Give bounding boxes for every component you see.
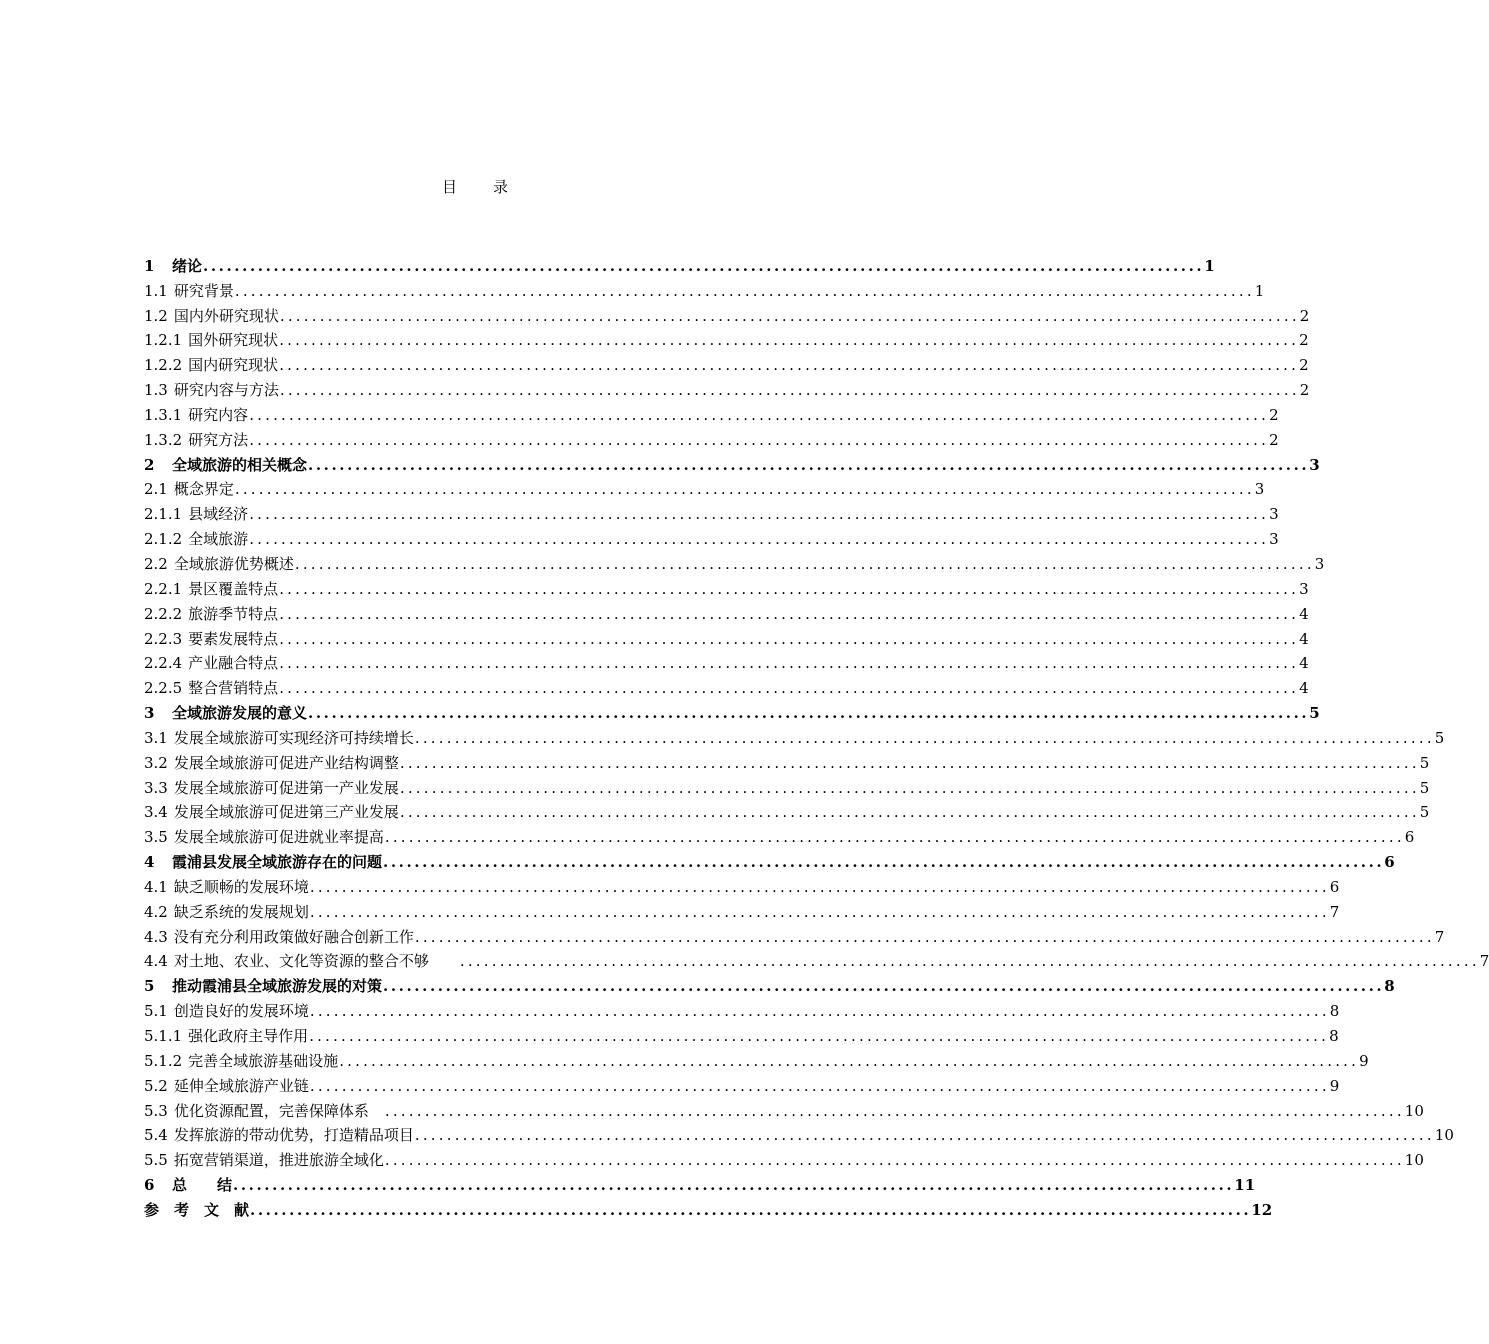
toc-dot-leader: ................................................................................................................................ — [383, 977, 1385, 996]
toc-entry-number: 6 — [144, 1176, 155, 1195]
toc-entry-page: 3 — [1254, 480, 1265, 499]
toc-entry-number: 3.5 — [144, 828, 168, 847]
toc-entry-title: 国外研究现状 — [188, 331, 279, 350]
toc-entry[interactable] — [144, 1146, 1424, 1171]
toc-entry-number: 3.4 — [144, 803, 168, 822]
toc-entry-title: 完善全域旅游基础设施 — [188, 1051, 339, 1070]
toc-entry[interactable] — [144, 550, 1325, 575]
toc-entry-title: 研究背景 — [173, 281, 234, 300]
toc-entry-page: 2 — [1299, 356, 1309, 375]
toc-entry[interactable] — [144, 1072, 1340, 1097]
toc-entry-number: 2.2.4 — [144, 654, 183, 673]
toc-entry-number: 5.2 — [144, 1076, 168, 1095]
toc-entry-number: 5 — [144, 977, 155, 996]
toc-entry[interactable] — [144, 774, 1430, 799]
toc-dot-leader: ................................................................................................................................ — [234, 480, 1255, 499]
toc-entry-title: 发展全域旅游可促进产业结构调整 — [173, 753, 399, 772]
toc-entry-page: 10 — [1404, 1151, 1424, 1170]
toc-entry-page: 10 — [1434, 1126, 1454, 1145]
toc-dot-leader: ................................................................................................................................ — [279, 654, 1300, 673]
toc-entry-number: 3.2 — [144, 753, 168, 772]
toc-entry[interactable] — [144, 525, 1279, 550]
toc-entry-page: 8 — [1329, 1002, 1340, 1021]
toc-entry[interactable] — [144, 749, 1430, 774]
toc-entry-page: 2 — [1299, 331, 1309, 350]
toc-entry-page: 9 — [1359, 1051, 1369, 1070]
toc-entry-page: 11 — [1234, 1176, 1256, 1195]
toc-entry[interactable] — [144, 724, 1445, 749]
toc-dot-leader: ................................................................................................................................ — [294, 554, 1315, 573]
toc-entry-page: 7 — [1479, 952, 1489, 971]
toc-entry-number: 5.1.2 — [144, 1051, 183, 1070]
toc-dot-leader: ................................................................................................................................ — [279, 579, 1300, 598]
toc-entry-title: 整合营销特点 — [188, 679, 279, 698]
toc-entry-page: 8 — [1384, 977, 1395, 996]
toc-dot-leader: ................................................................................................................................ — [384, 828, 1405, 847]
toc-dot-leader: ................................................................................................................................ — [279, 629, 1300, 648]
toc-entry-number: 1.3 — [144, 381, 168, 400]
toc-entry-page: 3 — [1299, 579, 1309, 598]
toc-dot-leader: ................................................................................................................................ — [279, 356, 1300, 375]
toc-entry-title: 发挥旅游的带动优势，打造精品项目 — [173, 1126, 414, 1145]
toc-entry[interactable] — [144, 923, 1445, 948]
toc-entry-title: 发展全域旅游可促进第三产业发展 — [173, 803, 399, 822]
toc-entry-page: 6 — [1384, 853, 1395, 872]
toc-entry-page: 3 — [1309, 455, 1320, 474]
toc-dot-leader: ................................................................................................................................ — [203, 256, 1205, 275]
toc-entry-number: 5.1 — [144, 1002, 168, 1021]
toc-entry-page: 4 — [1299, 679, 1309, 698]
toc-entry[interactable] — [144, 600, 1309, 625]
toc-dot-leader: ................................................................................................................................ — [249, 430, 1270, 449]
toc-entry-number: 1.2.2 — [144, 356, 183, 375]
toc-entry-title: 缺乏系统的发展规划 — [173, 902, 309, 921]
toc-entry-page: 2 — [1269, 405, 1279, 424]
toc-entry-number: 5.5 — [144, 1151, 168, 1170]
toc-entry-page: 4 — [1299, 604, 1309, 623]
toc-entry-title: 景区覆盖特点 — [188, 579, 279, 598]
toc-entry-title: 创造良好的发展环境 — [173, 1002, 309, 1021]
toc-entry-number: 2.2.3 — [144, 629, 183, 648]
toc-entry-title: 强化政府主导作用 — [188, 1027, 309, 1045]
toc-entry-title: 发展全域旅游可促进就业率提高 — [173, 828, 384, 847]
toc-entry[interactable] — [144, 823, 1415, 848]
toc-entry-page: 5 — [1434, 728, 1445, 747]
toc-entry-title: 对土地、农业、文化等资源的整合不够 — [173, 952, 459, 971]
toc-entry-page: 1 — [1254, 281, 1265, 300]
toc-entry-page: 9 — [1329, 1076, 1340, 1095]
toc-entry[interactable] — [144, 575, 1309, 600]
toc-dot-leader: ................................................................................................................................ — [308, 455, 1310, 474]
toc-entry-title: 旅游季节特点 — [188, 604, 279, 623]
toc-entry-title: 国内研究现状 — [188, 356, 279, 375]
page-title — [0, 176, 950, 197]
toc-entry-page: 12 — [1251, 1200, 1273, 1219]
toc-dot-leader: ................................................................................................................................ — [414, 1126, 1435, 1145]
toc-dot-leader: ................................................................................................................................ — [414, 728, 1435, 747]
toc-entry-title: 全域旅游发展的意义 — [172, 704, 308, 723]
toc-entry-number: 2.2 — [144, 554, 168, 573]
toc-dot-leader: ................................................................................................................................ — [249, 405, 1270, 424]
toc-entry-page: 2 — [1299, 306, 1310, 325]
toc-entry[interactable] — [144, 302, 1310, 327]
toc-entry-page: 5 — [1419, 778, 1430, 797]
toc-entry-page: 2 — [1299, 381, 1310, 400]
toc-entry[interactable] — [144, 948, 1489, 973]
toc-entry[interactable] — [144, 997, 1340, 1022]
toc-dot-leader: ................................................................................................................................ — [279, 604, 1300, 623]
toc-entry[interactable] — [144, 426, 1279, 451]
toc-dot-leader: ................................................................................................................................ — [383, 853, 1385, 872]
toc-entry-page: 10 — [1404, 1101, 1424, 1120]
toc-entry[interactable] — [144, 848, 1395, 873]
toc-entry-number: 3.3 — [144, 778, 168, 797]
toc-entry-page: 5 — [1309, 704, 1320, 723]
toc-entry-title: 全域旅游优势概述 — [173, 554, 294, 573]
toc-entry[interactable] — [144, 451, 1320, 476]
toc-entry-title: 产业融合特点 — [188, 654, 279, 673]
toc-entry[interactable] — [144, 1022, 1339, 1047]
toc-entry-title: 研究内容 — [188, 405, 249, 424]
toc-entry-title: 概念界定 — [173, 480, 234, 499]
toc-entry[interactable] — [144, 500, 1279, 525]
toc-entry[interactable] — [144, 799, 1430, 824]
toc-entry[interactable] — [144, 972, 1395, 997]
toc-entry-number: 2.2.5 — [144, 679, 183, 698]
toc-entry-number: 1.2.1 — [144, 331, 183, 350]
toc-entry-page: 3 — [1269, 505, 1279, 524]
toc-entry[interactable] — [144, 401, 1279, 426]
toc-entry-page: 6 — [1404, 828, 1415, 847]
table-of-contents — [144, 252, 1489, 1221]
toc-entry-title: 没有充分利用政策做好融合创新工作 — [173, 927, 414, 946]
toc-entry-page: 7 — [1329, 902, 1340, 921]
toc-entry-number: 2.2.1 — [144, 579, 183, 598]
toc-dot-leader: ................................................................................................................................ — [339, 1051, 1360, 1070]
toc-entry-page: 6 — [1329, 877, 1340, 896]
toc-entry-page: 1 — [1204, 256, 1215, 275]
toc-dot-leader: ................................................................................................................................ — [279, 679, 1300, 698]
toc-entry-number: 2 — [144, 455, 155, 474]
toc-dot-leader: ................................................................................................................................ — [414, 927, 1435, 946]
toc-dot-leader: ................................................................................................................................ — [309, 1027, 1330, 1045]
toc-entry-title: 研究内容与方法 — [173, 381, 279, 400]
toc-entry[interactable] — [144, 1047, 1369, 1072]
toc-entry-number: 1 — [144, 256, 155, 275]
toc-entry-number: 1.1 — [144, 281, 168, 300]
toc-entry-number: 4.4 — [144, 952, 168, 971]
toc-entry-title: 国内外研究现状 — [173, 306, 279, 325]
toc-entry[interactable] — [144, 674, 1309, 699]
toc-entry[interactable] — [144, 1097, 1424, 1122]
toc-entry-title: 全域旅游 — [188, 530, 249, 549]
toc-entry[interactable] — [144, 898, 1340, 923]
toc-dot-leader: ................................................................................................................................ — [309, 902, 1330, 921]
toc-entry-title: 发展全域旅游可实现经济可持续增长 — [173, 728, 414, 747]
toc-entry-page: 5 — [1419, 803, 1430, 822]
toc-entry[interactable] — [144, 327, 1309, 352]
toc-entry-title: 绪论 — [172, 256, 203, 275]
toc-entry-page: 2 — [1269, 430, 1279, 449]
page-title-right: 录 — [493, 178, 509, 196]
toc-dot-leader: ................................................................................................................................ — [279, 381, 1300, 400]
toc-dot-leader: ................................................................................................................................ — [308, 704, 1310, 723]
toc-entry[interactable] — [144, 650, 1309, 675]
toc-entry-number: 2.1.2 — [144, 530, 183, 549]
toc-dot-leader: ................................................................................................................................ — [459, 952, 1480, 971]
toc-dot-leader: ................................................................................................................................ — [309, 1076, 1330, 1095]
toc-entry-number: 4.1 — [144, 877, 168, 896]
toc-entry-title: 研究方法 — [188, 430, 249, 449]
toc-entry-number: 2.2.2 — [144, 604, 183, 623]
toc-entry-number: 1.3.2 — [144, 430, 183, 449]
toc-entry[interactable] — [144, 277, 1265, 302]
toc-entry-page: 4 — [1299, 654, 1309, 673]
page-title-left: 目 — [441, 178, 457, 196]
toc-entry-title: 参 考 文 献 — [144, 1200, 250, 1219]
toc-entry[interactable] — [144, 1122, 1454, 1147]
toc-entry[interactable] — [144, 699, 1320, 724]
toc-entry-number: 3 — [144, 704, 155, 723]
toc-entry-title: 推动霞浦县全域旅游发展的对策 — [172, 977, 383, 996]
toc-entry-number: 5.1.1 — [144, 1027, 183, 1045]
toc-entry[interactable] — [144, 376, 1310, 401]
toc-entry[interactable] — [144, 252, 1215, 277]
toc-entry-title: 全域旅游的相关概念 — [172, 455, 308, 474]
toc-entry[interactable] — [144, 1196, 1273, 1221]
toc-entry-page: 3 — [1314, 554, 1325, 573]
toc-dot-leader: ................................................................................................................................ — [309, 877, 1330, 896]
toc-dot-leader: ................................................................................................................................ — [399, 753, 1420, 772]
toc-entry-page: 8 — [1329, 1027, 1339, 1045]
toc-entry[interactable] — [144, 476, 1265, 501]
toc-entry-title: 要素发展特点 — [188, 629, 279, 648]
toc-dot-leader: ................................................................................................................................ — [279, 331, 1300, 350]
toc-dot-leader: ................................................................................................................................ — [399, 778, 1420, 797]
toc-entry-number: 4 — [144, 853, 155, 872]
toc-entry-number: 5.3 — [144, 1101, 168, 1120]
toc-entry-title: 延伸全域旅游产业链 — [173, 1076, 309, 1095]
toc-entry-title: 缺乏顺畅的发展环境 — [173, 877, 309, 896]
toc-dot-leader: ................................................................................................................................ — [279, 306, 1300, 325]
toc-entry-title: 总 结 — [172, 1176, 233, 1195]
toc-dot-leader: ................................................................................................................................ — [249, 530, 1270, 549]
toc-entry-number: 1.2 — [144, 306, 168, 325]
toc-entry-number: 5.4 — [144, 1126, 168, 1145]
toc-dot-leader: ................................................................................................................................ — [249, 505, 1270, 524]
toc-dot-leader: ................................................................................................................................ — [399, 803, 1420, 822]
toc-entry-title: 拓宽营销渠道，推进旅游全域化 — [173, 1151, 384, 1170]
toc-entry-page: 3 — [1269, 530, 1279, 549]
toc-dot-leader: ................................................................................................................................ — [384, 1151, 1405, 1170]
toc-entry-title: 霞浦县发展全域旅游存在的问题 — [172, 853, 383, 872]
toc-entry-page: 5 — [1419, 753, 1430, 772]
toc-entry-title: 县域经济 — [188, 505, 249, 524]
toc-dot-leader: ................................................................................................................................ — [309, 1002, 1330, 1021]
toc-entry[interactable] — [144, 351, 1309, 376]
toc-entry-number: 3.1 — [144, 728, 168, 747]
toc-dot-leader: ................................................................................................................................ — [233, 1176, 1235, 1195]
toc-entry-number: 4.3 — [144, 927, 168, 946]
toc-entry-title: 发展全域旅游可促进第一产业发展 — [173, 778, 399, 797]
toc-entry-number: 2.1.1 — [144, 505, 183, 524]
toc-entry[interactable] — [144, 873, 1340, 898]
toc-entry-page: 4 — [1299, 629, 1309, 648]
toc-entry-title: 优化资源配置，完善保障体系 — [173, 1101, 384, 1120]
toc-entry-number: 2.1 — [144, 480, 168, 499]
toc-entry-page: 7 — [1434, 927, 1445, 946]
toc-entry-number: 1.3.1 — [144, 405, 183, 424]
toc-dot-leader: ................................................................................................................................ — [250, 1200, 1252, 1219]
toc-dot-leader: ................................................................................................................................ — [384, 1101, 1405, 1120]
toc-entry[interactable] — [144, 1171, 1256, 1196]
toc-dot-leader: ................................................................................................................................ — [234, 281, 1255, 300]
toc-entry-number: 4.2 — [144, 902, 168, 921]
toc-entry[interactable] — [144, 625, 1309, 650]
